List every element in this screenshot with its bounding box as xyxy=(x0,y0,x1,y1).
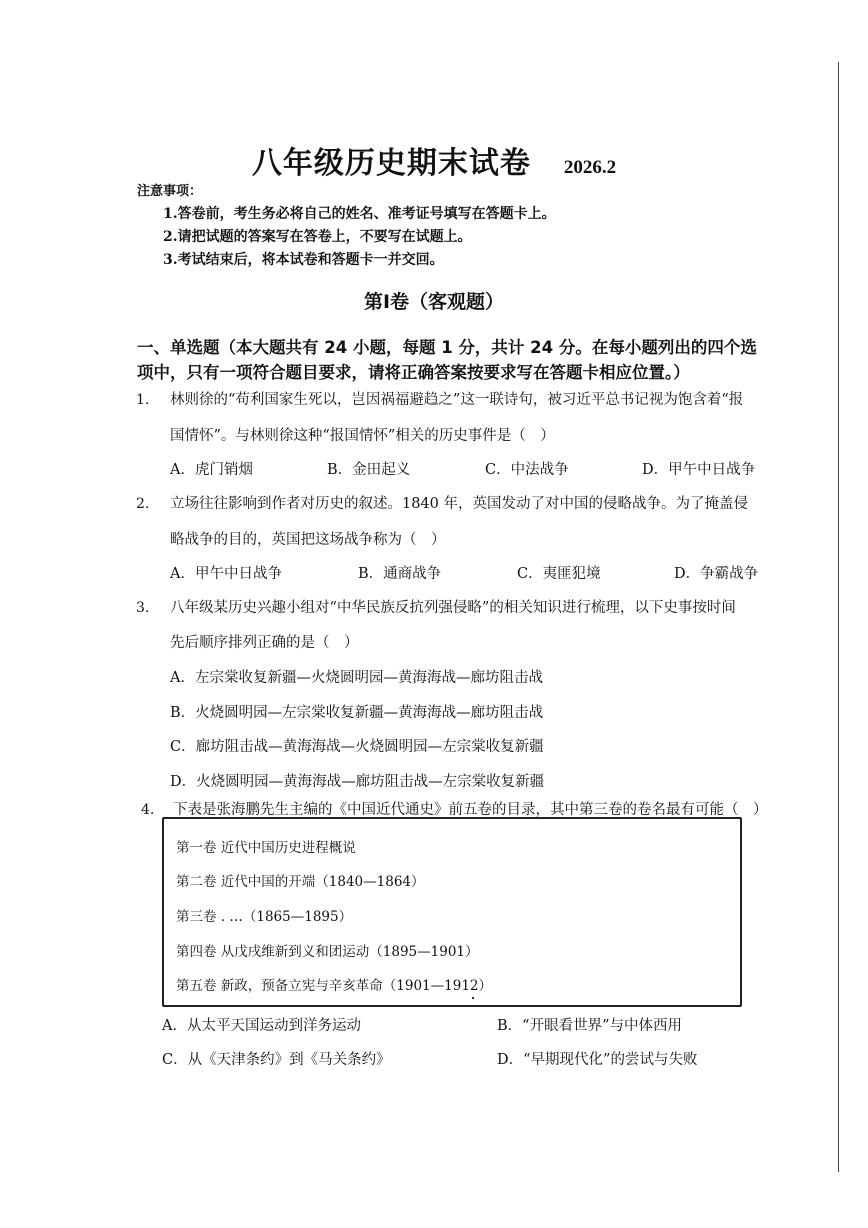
page-edge-line xyxy=(838,62,839,1172)
notice-item: 3.考试结束后，将本试卷和答题卡一并交回。 xyxy=(163,252,444,268)
question-text: 国情怀”。与林则徐这种“报国情怀”相关的历史事件是（ ） xyxy=(170,428,555,444)
question-text: 先后顺序排列正确的是（ ） xyxy=(170,635,359,651)
question-text: 八年级某历史兴趣小组对“中华民族反抗列强侵略”的相关知识进行梳理，以下史事按时间 xyxy=(170,600,736,616)
contents-row: 第四卷 从戊戌维新到义和团运动（1895—1901） xyxy=(176,944,479,960)
option-a: A．从太平天国运动到洋务运动 xyxy=(162,1018,361,1034)
scan-speck xyxy=(472,997,474,999)
exam-title xyxy=(0,138,868,182)
option-c: C．廊坊阻击战—黄海海战—火烧圆明园—左宗棠收复新疆 xyxy=(170,739,544,755)
contents-table xyxy=(162,817,742,1007)
option-b: B．金田起义 xyxy=(327,462,411,478)
notice-heading: 注意事项： xyxy=(137,184,203,199)
notice-item: 1.答卷前，考生务必将自己的姓名、准考证号填写在答题卡上。 xyxy=(163,206,556,222)
option-b: B．“开眼看世界”与中体西用 xyxy=(497,1018,682,1034)
question-number: 1. xyxy=(136,392,150,408)
question-number: 3. xyxy=(136,600,150,616)
option-d: D．争霸战争 xyxy=(674,566,759,582)
option-d: D．甲午中日战争 xyxy=(642,462,756,478)
question-text: 林则徐的“苟利国家生死以，岂因祸福避趋之”这一联诗句，被习近平总书记视为饱含着“报 xyxy=(170,392,744,408)
title-text: 八年级历史期末试卷 xyxy=(251,146,531,181)
notice-item: 2.请把试题的答案写在答卷上，不要写在试题上。 xyxy=(163,229,472,245)
option-c: C．中法战争 xyxy=(485,462,569,478)
option-a: A．甲午中日战争 xyxy=(170,566,282,582)
part-intro-line: 项中，只有一项符合题目要求，请将正确答案按要求写在答题卡相应位置。） xyxy=(137,363,690,382)
option-b: B．火烧圆明园—左宗棠收复新疆—黄海海战—廊坊阻击战 xyxy=(170,705,544,721)
option-d: D．火烧圆明园—黄海海战—廊坊阻击战—左宗棠收复新疆 xyxy=(170,774,545,790)
contents-row: 第二卷 近代中国的开端（1840—1864） xyxy=(176,874,425,890)
question-number: 4. xyxy=(141,802,155,818)
part-intro-line: 一、单选题（本大题共有 24 小题，每题 1 分，共计 24 分。在每小题列出的四个选 xyxy=(137,338,757,357)
option-c: C．从《天津条约》到《马关条约》 xyxy=(162,1052,391,1068)
contents-row: 第一卷 近代中国历史进程概说 xyxy=(176,840,356,856)
option-a: A．虎门销烟 xyxy=(170,462,253,478)
option-a: A．左宗棠收复新疆—火烧圆明园—黄海海战—廊坊阻击战 xyxy=(170,670,543,686)
exam-date: 2026.2 xyxy=(563,157,617,178)
question-number: 2. xyxy=(136,496,150,512)
question-text: 略战争的目的，英国把这场战争称为（ ） xyxy=(170,532,446,548)
question-text: 立场往往影响到作者对历史的叙述。1840 年，英国发动了对中国的侵略战争。为了掩盖侵 xyxy=(170,496,749,512)
contents-row: 第三卷 . …（1865—1895） xyxy=(176,909,353,925)
contents-row: 第五卷 新政，预备立宪与辛亥革命（1901—1912） xyxy=(176,978,493,994)
option-d: D．“早期现代化”的尝试与失败 xyxy=(497,1052,698,1068)
option-b: B．通商战争 xyxy=(358,566,442,582)
option-c: C．夷匪犯境 xyxy=(517,566,601,582)
question-text: 下表是张海鹏先生主编的《中国近代通史》前五卷的目录，其中第三卷的卷名最有可能（ ） xyxy=(173,802,768,818)
section-title: 第Ⅰ卷（客观题） xyxy=(363,291,505,313)
